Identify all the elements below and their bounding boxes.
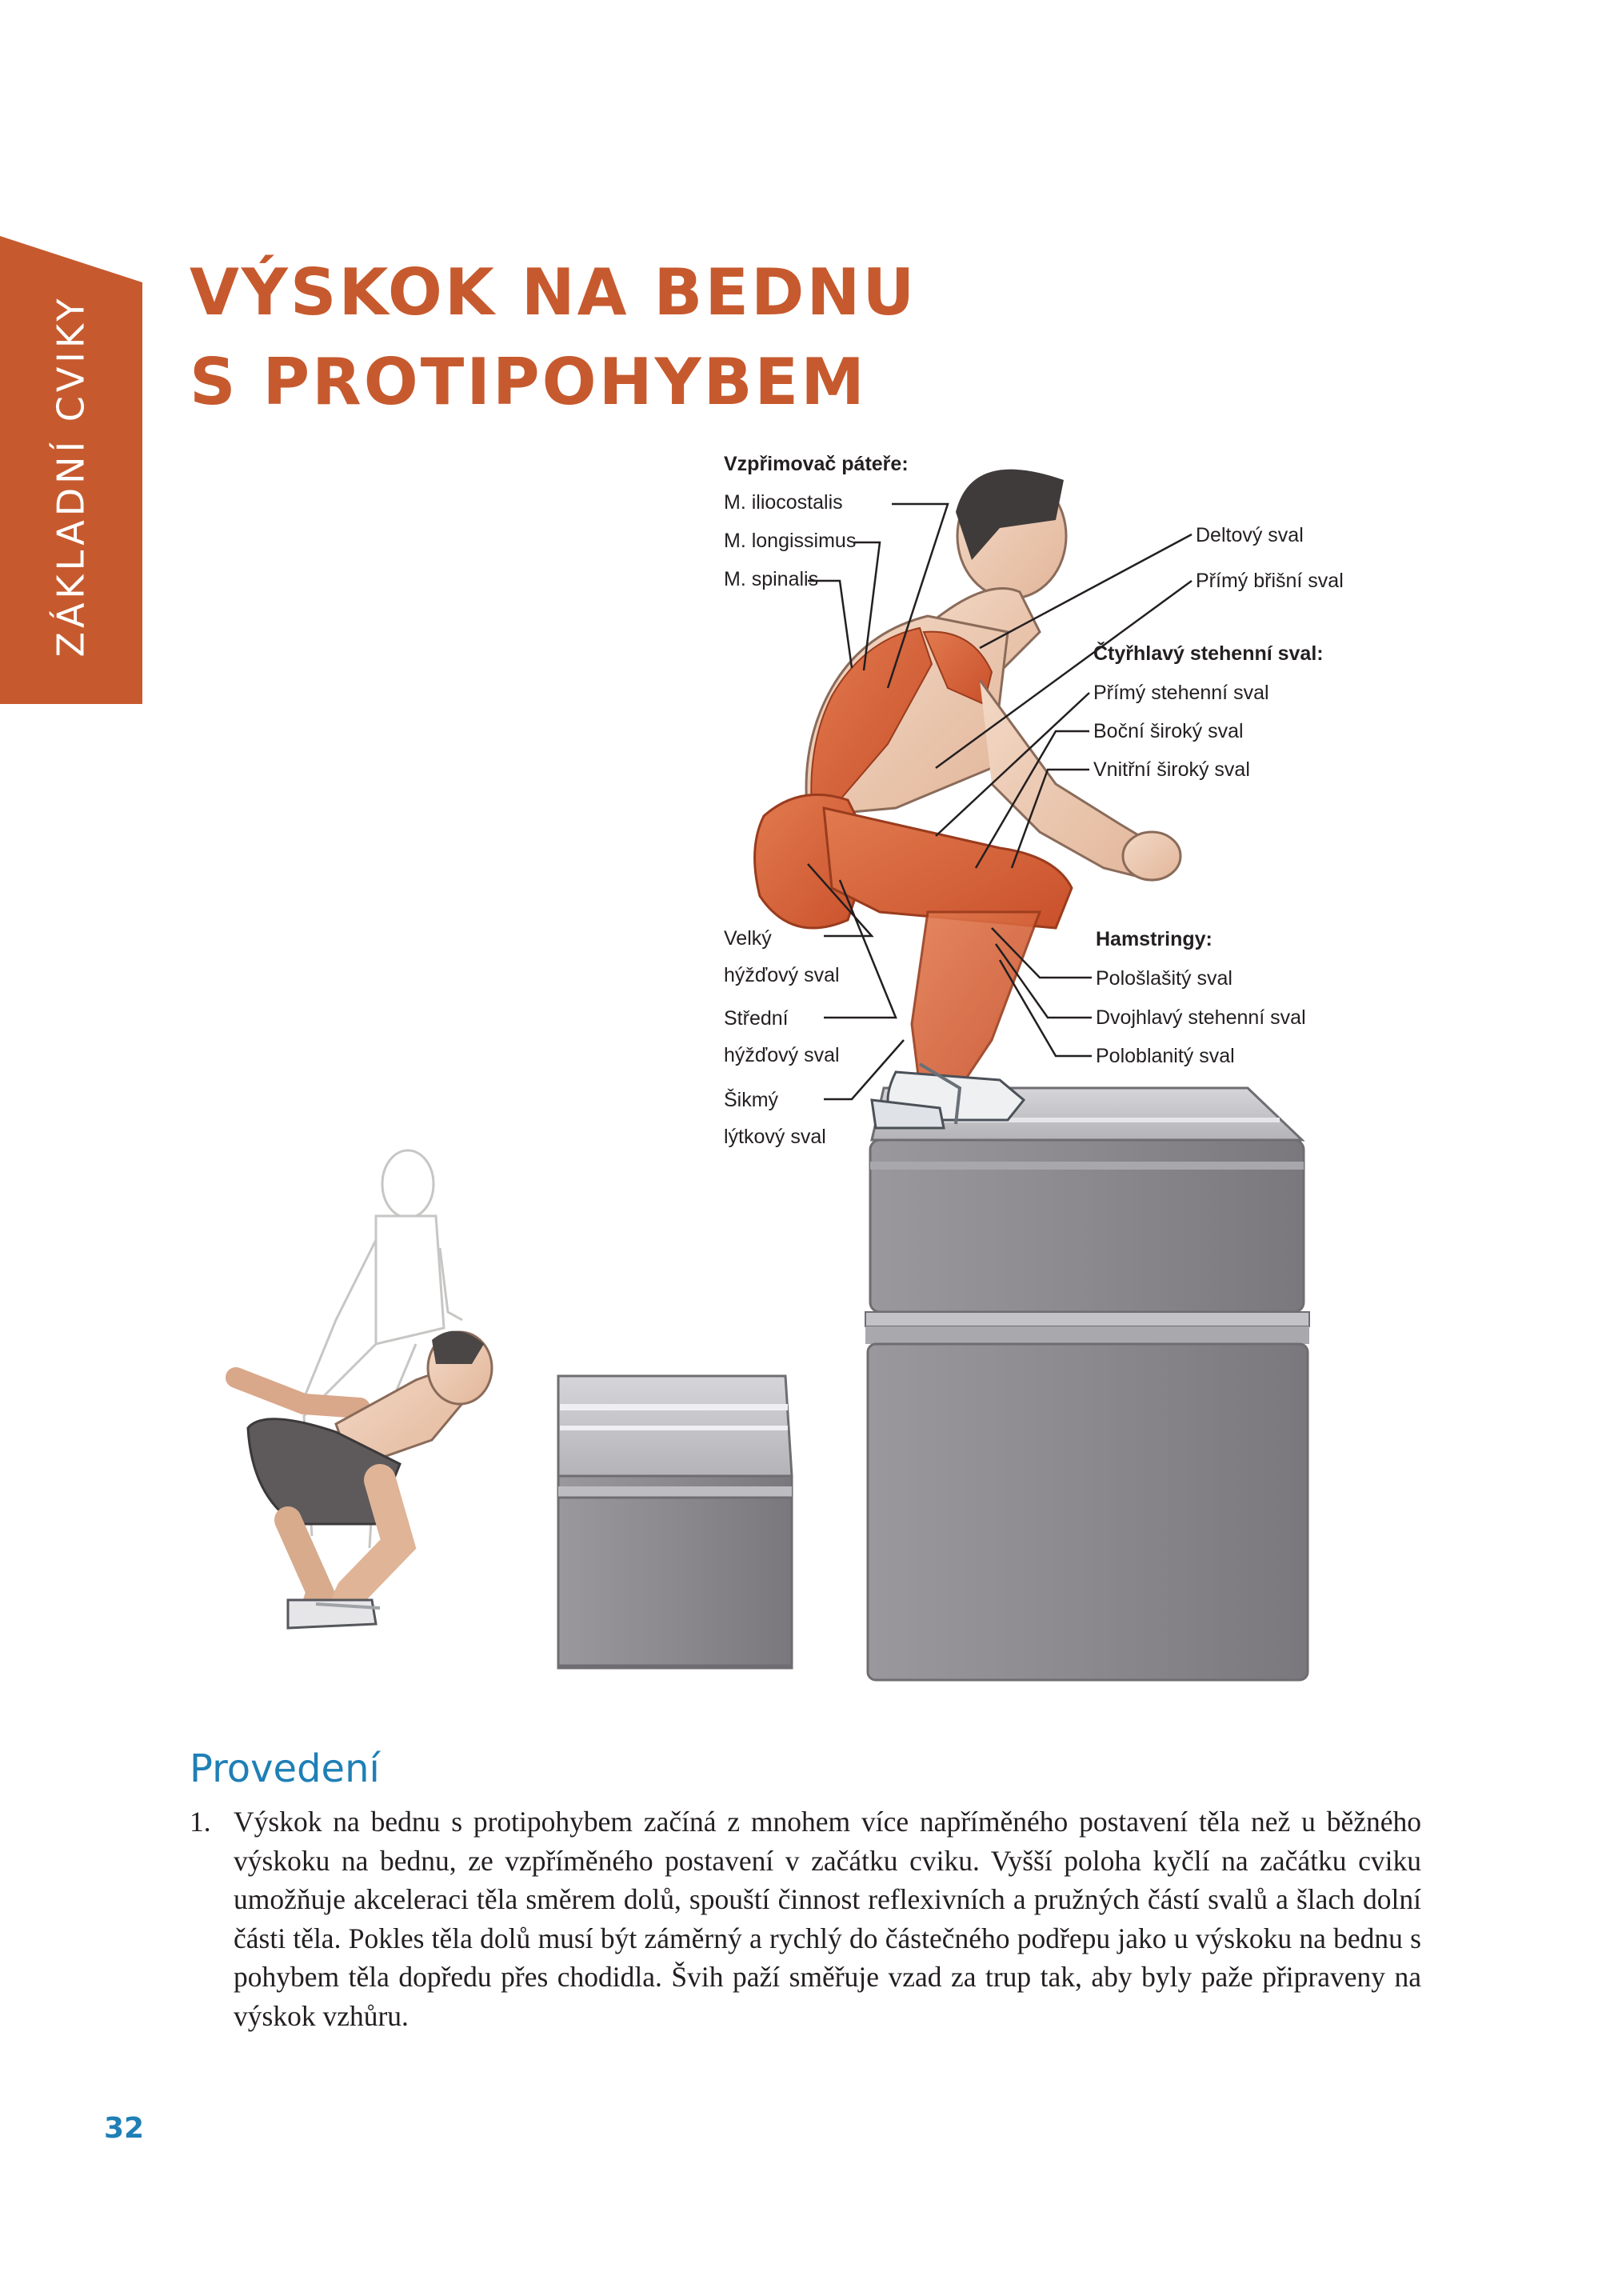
label-erector-heading: Vzpřimovač páteře:	[724, 453, 909, 475]
label-gastrocnemius-line-2: lýtkový sval	[724, 1126, 826, 1148]
label-semimembranosus: Poloblanitý sval	[1096, 1045, 1235, 1067]
label-gluteus-medius-line-1: Střední	[724, 1007, 789, 1030]
label-gluteus-maximus-line-2: hýžďový sval	[724, 964, 840, 986]
large-plyo-box	[865, 1088, 1309, 1680]
label-hamstrings-heading: Hamstringy:	[1096, 928, 1212, 950]
small-plyo-box	[558, 1376, 792, 1668]
label-gluteus-medius	[724, 1000, 840, 1074]
label-vastus-lateralis: Boční široký sval	[1093, 720, 1244, 742]
label-quadriceps-heading: Čtyřhlavý stehenní sval:	[1093, 642, 1324, 665]
section-heading: Provedení	[190, 1746, 380, 1791]
step-number: 1.	[190, 1806, 211, 1838]
step-item	[190, 1802, 1421, 2035]
page-title-line-1: VÝSKOK NA BEDNU	[190, 255, 917, 330]
page-number: 32	[104, 2112, 145, 2145]
label-rectus-abdominis: Přímý břišní sval	[1196, 570, 1344, 592]
label-gluteus-medius-line-2: hýžďový sval	[724, 1044, 840, 1066]
label-biceps-femoris: Dvojhlavý stehenní sval	[1096, 1006, 1306, 1029]
label-vastus-medialis: Vnitřní široký sval	[1093, 758, 1250, 781]
label-iliocostalis: M. iliocostalis	[724, 491, 843, 514]
step-text: Výskok na bednu s protipohybem začíná z mnohem více napříměného postavení těla než u běžného výskoku na bednu, ze vzpříměného postavení v začátku cviku. Vyšší poloha kyčlí na začátku cviku umožňuje akceleraci těla směrem dolů, spouští činnost reflexivních a pružných částí svalů a šlach dolní části těla. Pokles těla dolů musí být záměrný a rychlý do částečného podřepu jako u výskoku na bednu s pohybem těla dopředu přes chodidla. Švih paží směřuje vzad za trup tak, aby byly paže připraveny na výskok vzhůru.	[234, 1806, 1421, 2032]
label-deltoid: Deltový sval	[1196, 524, 1304, 546]
label-spinalis: M. spinalis	[724, 568, 819, 590]
chapter-tab-label: ZÁKLADNÍ CVIKY	[50, 294, 93, 658]
label-gluteus-maximus-line-1: Velký	[724, 927, 772, 950]
label-gastrocnemius	[724, 1082, 826, 1155]
label-gluteus-maximus	[724, 920, 840, 994]
label-gastrocnemius-line-1: Šikmý	[724, 1089, 779, 1111]
label-rectus-femoris: Přímý stehenní sval	[1093, 682, 1269, 704]
steps-list	[190, 1802, 1421, 2035]
label-longissimus: M. longissimus	[724, 530, 857, 552]
label-semitendinosus: Pološlašitý sval	[1096, 967, 1232, 990]
page-title-line-2: S PROTIPOHYBEM	[190, 345, 867, 419]
